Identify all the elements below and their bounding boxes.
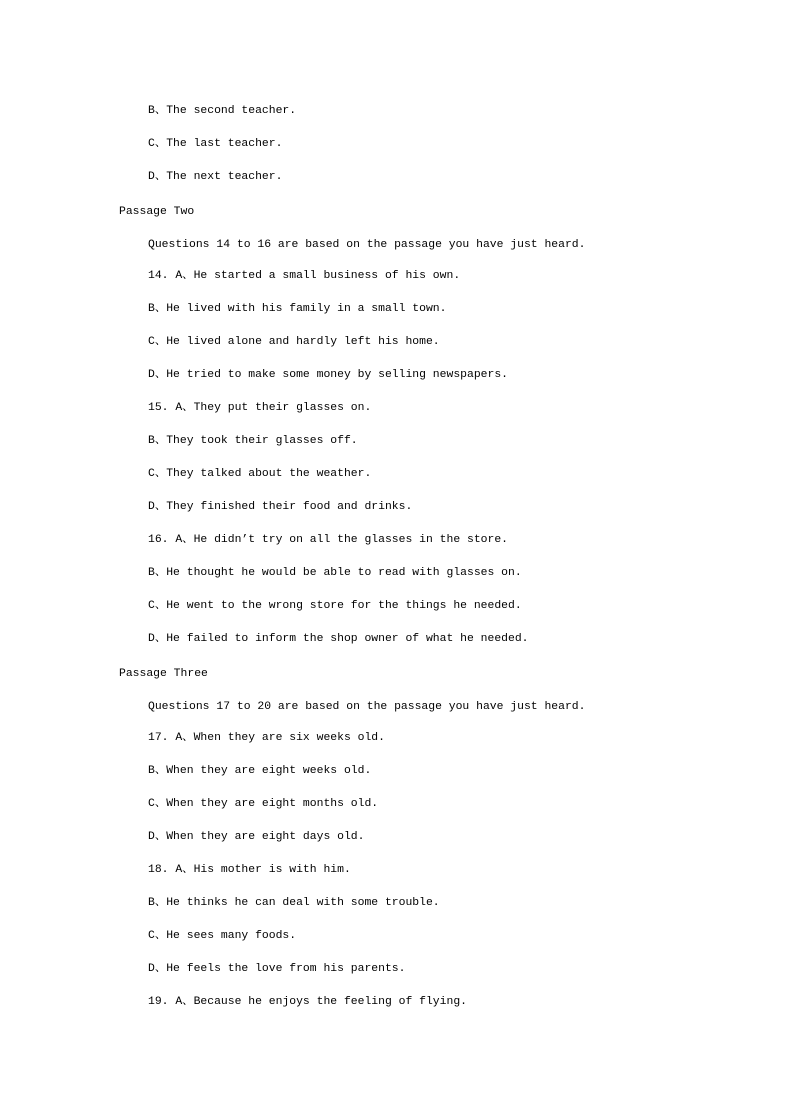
text-line: C、They talked about the weather. <box>148 468 372 480</box>
section-heading: Passage Two <box>119 206 195 218</box>
text-line: C、He sees many foods. <box>148 930 297 942</box>
text-line: 15. A、They put their glasses on. <box>148 402 372 414</box>
text-line: B、He thinks he can deal with some trouble. <box>148 897 440 909</box>
text-line: D、He failed to inform the shop owner of what he needed. <box>148 633 529 645</box>
text-line: C、He went to the wrong store for the things he needed. <box>148 600 522 612</box>
text-line: C、When they are eight months old. <box>148 798 379 810</box>
text-line: B、He thought he would be able to read with glasses on. <box>148 567 522 579</box>
text-line: Questions 17 to 20 are based on the passage you have just heard. <box>148 701 586 713</box>
text-line: D、He feels the love from his parents. <box>148 963 406 975</box>
text-line: 16. A、He didn’t try on all the glasses in the store. <box>148 534 509 546</box>
text-line: B、He lived with his family in a small town. <box>148 303 447 315</box>
text-line: 14. A、He started a small business of his own. <box>148 270 461 282</box>
text-line: D、The next teacher. <box>148 171 283 183</box>
text-line: C、The last teacher. <box>148 138 283 150</box>
text-line: 19. A、Because he enjoys the feeling of flying. <box>148 996 467 1008</box>
text-line: 18. A、His mother is with him. <box>148 864 351 876</box>
text-line: B、The second teacher. <box>148 105 297 117</box>
text-line: C、He lived alone and hardly left his home. <box>148 336 440 348</box>
text-line: D、When they are eight days old. <box>148 831 365 843</box>
text-line: D、He tried to make some money by selling newspapers. <box>148 369 509 381</box>
text-line: B、When they are eight weeks old. <box>148 765 372 777</box>
text-line: Questions 14 to 16 are based on the passage you have just heard. <box>148 239 586 251</box>
text-line: 17. A、When they are six weeks old. <box>148 732 385 744</box>
text-line: B、They took their glasses off. <box>148 435 358 447</box>
text-line: D、They finished their food and drinks. <box>148 501 413 513</box>
section-heading: Passage Three <box>119 668 208 680</box>
